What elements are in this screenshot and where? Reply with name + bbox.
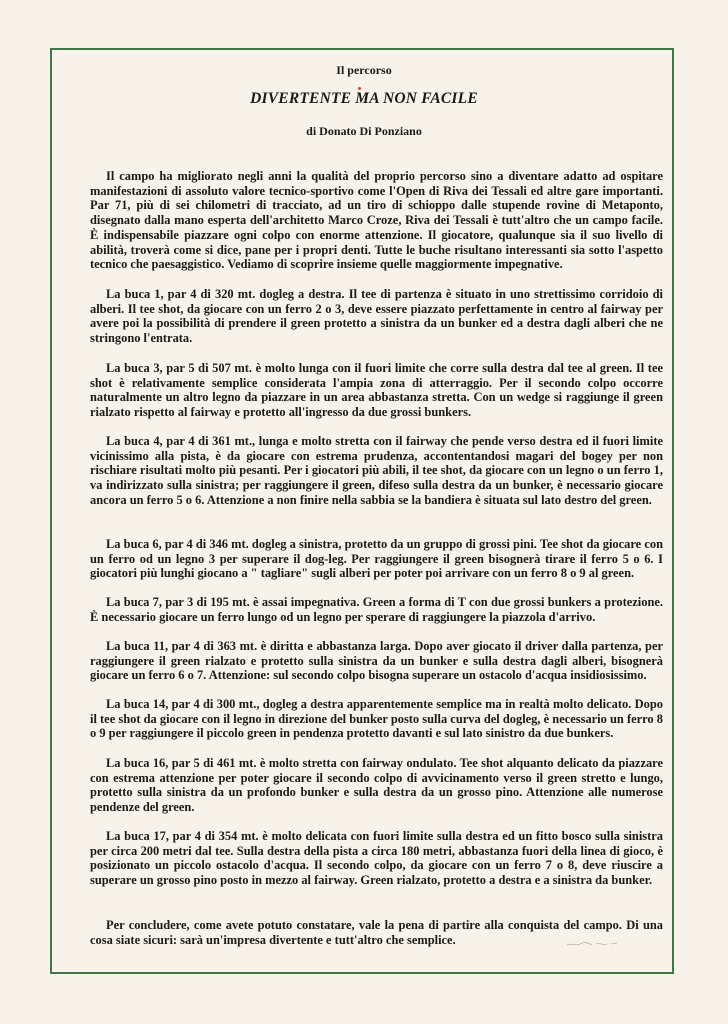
paragraph-hole-11 bbox=[90, 639, 663, 683]
paragraph-text: La buca 16, par 5 di 461 mt. è molto stretta con fairway ondulato. Tee shot alquanto delicato da piazzare con estrema attenzione per poter giocare il secondo colpo di avvicinamento verso il green stretto e lungo, protetto sulla sinistra da un profondo bunker e sulla destra da un grosso pino. Attenzione alle numerose pendenze del green. bbox=[90, 756, 663, 815]
paragraph-hole-17 bbox=[90, 829, 663, 888]
paragraph-hole-3 bbox=[90, 361, 663, 420]
paragraph-text: La buca 11, par 4 di 363 mt. è diritta e abbastanza larga. Dopo aver giocato il driver dalla partenza, per raggiungere il green rialzato e protetto sulla sinistra da un bunker e sulla destra dagli alberi, bisognerà giocare un ferro 6 o 7. Attenzione: sul secondo colpo bisogna superare un ostacolo d'acqua insidiosissimo. bbox=[90, 639, 663, 683]
paragraph-text: La buca 17, par 4 di 354 mt. è molto delicata con fuori limite sulla destra ed un fitto bosco sulla sinistra per circa 200 metri dal tee. Sulla destra della pista a circa 180 metri, abbastanza fuori della linea di gioco, è posizionato un piccolo ostacolo d'acqua. Il secondo colpo, da giocare con un ferro 7 o 8, deve riuscire a superare un grosso pino posto in mezzo al fairway. Green rialzato, protetto a destra e a sinistra da bunker. bbox=[90, 829, 663, 888]
paragraph-hole-7 bbox=[90, 595, 663, 624]
paragraph-text: La buca 1, par 4 di 320 mt. dogleg a destra. Il tee di partenza è situato in uno strettissimo corridoio di alberi. Il tee shot, da giocare con un ferro 2 o 3, deve essere piazzato perfettamente in centro al fairway per avere poi la possibilità di prendere il green protetto a sinistra da un bunker ed a destra dagli alberi che ne stringono l'entrata. bbox=[90, 287, 663, 346]
paragraph-text: La buca 7, par 3 di 195 mt. è assai impegnativa. Green a forma di T con due grossi bunkers a protezione. È necessario giocare un ferro lungo od un legno per sperare di raggiungere la piazzola d'arrivo. bbox=[90, 595, 663, 624]
paragraph-intro bbox=[90, 169, 663, 272]
paragraph-hole-4 bbox=[90, 434, 663, 508]
author-byline: di Donato Di Ponziano bbox=[306, 124, 422, 138]
section-label: Il percorso bbox=[336, 63, 392, 77]
paragraph-text: Il campo ha migliorato negli anni la qualità del proprio percorso sino a diventare adatto ad ospitare manifestazioni di assoluto valore tecnico-sportivo come l'Open di Riva dei Tessali ed altre gare importanti. Par 71, più di sei chilometri di tracciato, ad un tiro di schioppo dalle stupende rovine di Metaponto, disegnato dalla mano esperta dell'architetto Marco Croze, Riva dei Tessali è tutt'altro che un campo facile. È indispensabile piazzare ogni colpo con enorme attenzione. Il giocatore, qualunque sia il suo livello di abilità, troverà come si dice, pane per i propri denti. Tutte le buche risultano interessanti sia sotto l'aspetto tecnico che paesaggistico. Vediamo di scoprire insieme quelle maggiormente impegnative. bbox=[90, 169, 663, 272]
paragraph-hole-16 bbox=[90, 756, 663, 815]
faint-signature-mark bbox=[566, 940, 618, 948]
article-title: DIVERTENTE MA NON FACILE bbox=[250, 90, 478, 107]
paragraph-text: La buca 14, par 4 di 300 mt., dogleg a destra apparentemente semplice ma in realtà molto delicato. Dopo il tee shot da giocare con il legno in direzione del bunker posto sulla curva del dogleg, è necessario un ferro 8 o 9 per raggiungere il piccolo green in pendenza protetto davanti e sul lato sinistro da due bunkers. bbox=[90, 697, 663, 741]
paragraph-text: La buca 3, par 5 di 507 mt. è molto lunga con il fuori limite che corre sulla destra dal tee al green. Il tee shot è relativamente semplice considerata l'ampia zona di atterraggio. Per il secondo colpo occorre naturalmente un altro legno da piazzare in un area abbastanza stretta. Con un wedge si raggiunge il green rialzato rispetto al fairway e protetto all'ingresso da due grossi bunkers. bbox=[90, 361, 663, 420]
paragraph-text: La buca 4, par 4 di 361 mt., lunga e molto stretta con il fairway che pende verso destra ed il fuori limite vicinissimo alla pista, è da giocare con estrema prudenza, accontentandosi magari del bogey per non rischiare risultati molto più pesanti. Per i giocatori più abili, il tee shot, da giocare con un legno o un ferro 1, va indirizzato sulla sinistra; per raggiungere il green, difeso sulla destra da un bunker, è necessario giocare ancora un ferro 5 o 6. Attenzione a non finire nella sabbia se la bandiera è situata sul lato destro del green. bbox=[90, 434, 663, 507]
paragraph-hole-1 bbox=[90, 287, 663, 346]
paragraph-text: Per concludere, come avete potuto constatare, vale la pena di partire alla conquista del campo. Di una cosa siate sicuri: sarà un'impresa divertente e tutt'altro che semplice. bbox=[90, 918, 663, 947]
paragraph-hole-6 bbox=[90, 537, 663, 581]
paragraph-hole-14 bbox=[90, 697, 663, 741]
paragraph-text: La buca 6, par 4 di 346 mt. dogleg a sinistra, protetto da un gruppo di grossi pini. Tee shot da giocare con un ferro od un legno 3 per superare il dog-leg. Per raggiungere il green bisognerà tirare il ferro 5 o 6. I giocatori più lunghi giocano a " tagliare" sugli alberi per poter poi arrivare con un ferro 8 o 9 al green. bbox=[90, 537, 663, 581]
